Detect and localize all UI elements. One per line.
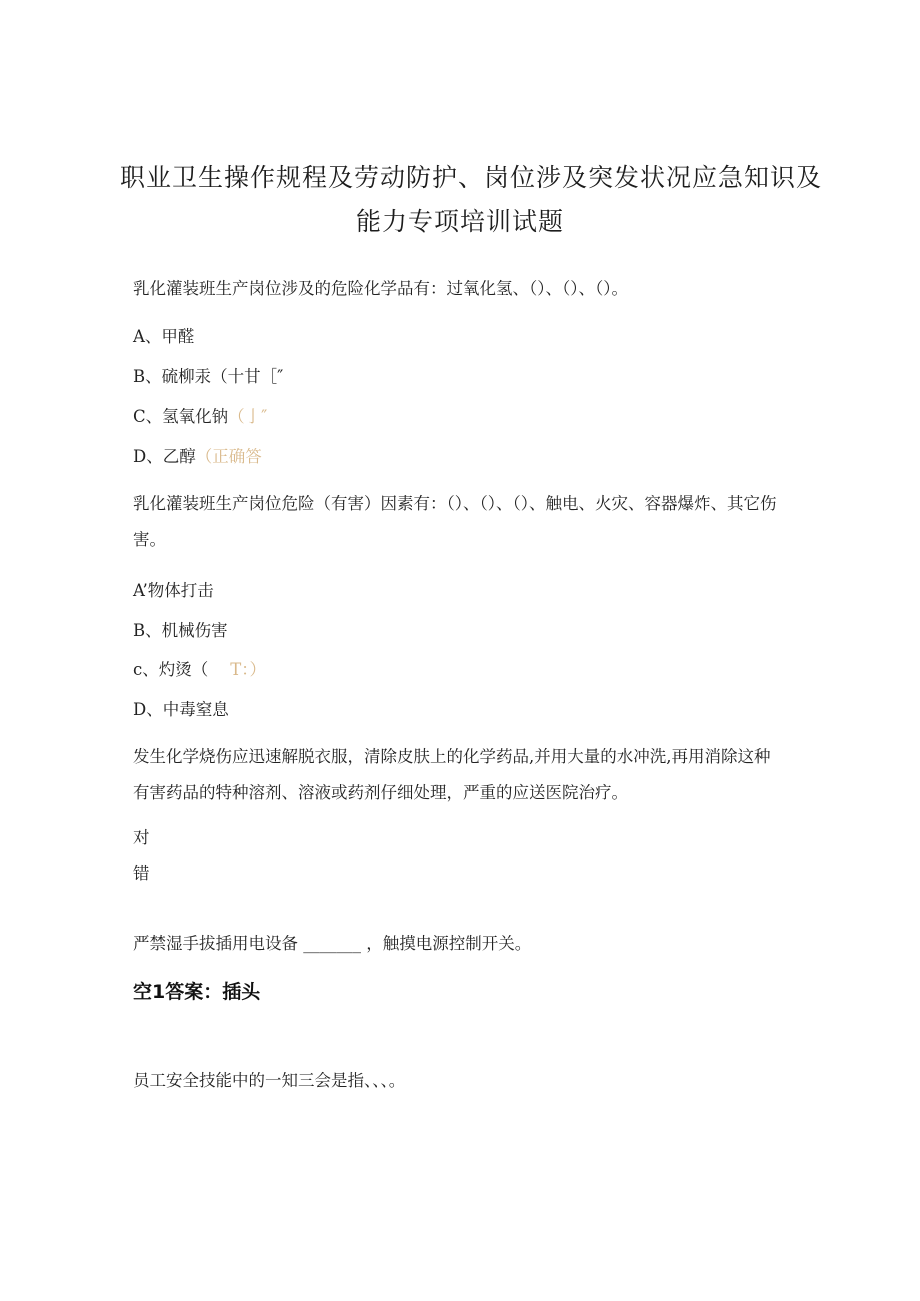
page-title-line-1: 职业卫生操作规程及劳动防护、岗位涉及突发状况应急知识及 [120,163,823,192]
question-4-answer: 空1答案：插头 [133,981,261,1003]
option-label: c、灼烫（ [133,660,209,679]
question-3-option-false[interactable] [133,860,150,884]
option-note: T：） [230,660,267,679]
option-label: 错 [133,864,150,883]
option-label: B、机械伤害 [133,621,228,640]
question-1-option-d[interactable] [133,443,262,467]
option-label: C、氢氧化钠 [133,407,229,426]
question-4-text [133,930,531,954]
option-label: D、中毒窒息 [133,700,229,719]
question-1-option-a[interactable] [133,323,194,347]
question-1-option-b[interactable] [133,363,283,387]
question-5-text: 员工安全技能中的一知三会是指、、、。 [133,1071,406,1090]
question-2-option-c[interactable] [133,656,266,680]
question-3-text: 发生化学烧伤应迅速解脱衣服，清除皮肤上的化学药品,并用大量的水冲洗,再用消除这种有害药品的特种溶剂、溶液或药剂仔细处理，严重的应送医院治疗。 [133,747,771,802]
question-1-text: 乳化灌装班生产岗位涉及的危险化学品有：过氧化氢、（）、（）、（）。 [133,279,628,298]
question-2-option-a[interactable] [133,577,214,601]
answer-blank[interactable]: _______ [303,934,361,953]
question-4-text-before: 严禁湿手拔插用电设备 [133,934,298,953]
option-note: （亅″ [228,407,268,426]
question-3-option-true[interactable] [133,824,150,848]
question-2-text: 乳化灌装班生产岗位危险（有害）因素有：（）、（）、（）、触电、火灾、容器爆炸、其它伤害。 [133,494,777,549]
option-note: （正确答 [195,447,262,466]
option-label: A’物体打击 [133,581,214,600]
question-4-text-after: ，触摸电源控制开关。 [366,934,532,953]
page-title-line-2: 能力专项培训试题 [355,207,564,236]
option-label: B、硫柳汞（十甘［″ [133,367,284,386]
option-label: A、甲醛 [133,327,195,346]
question-2-option-b[interactable] [133,617,228,641]
option-label: 对 [133,828,150,847]
question-1-option-c[interactable] [133,403,267,427]
option-label: D、乙醇 [133,447,196,466]
question-2-option-d[interactable] [133,696,229,720]
